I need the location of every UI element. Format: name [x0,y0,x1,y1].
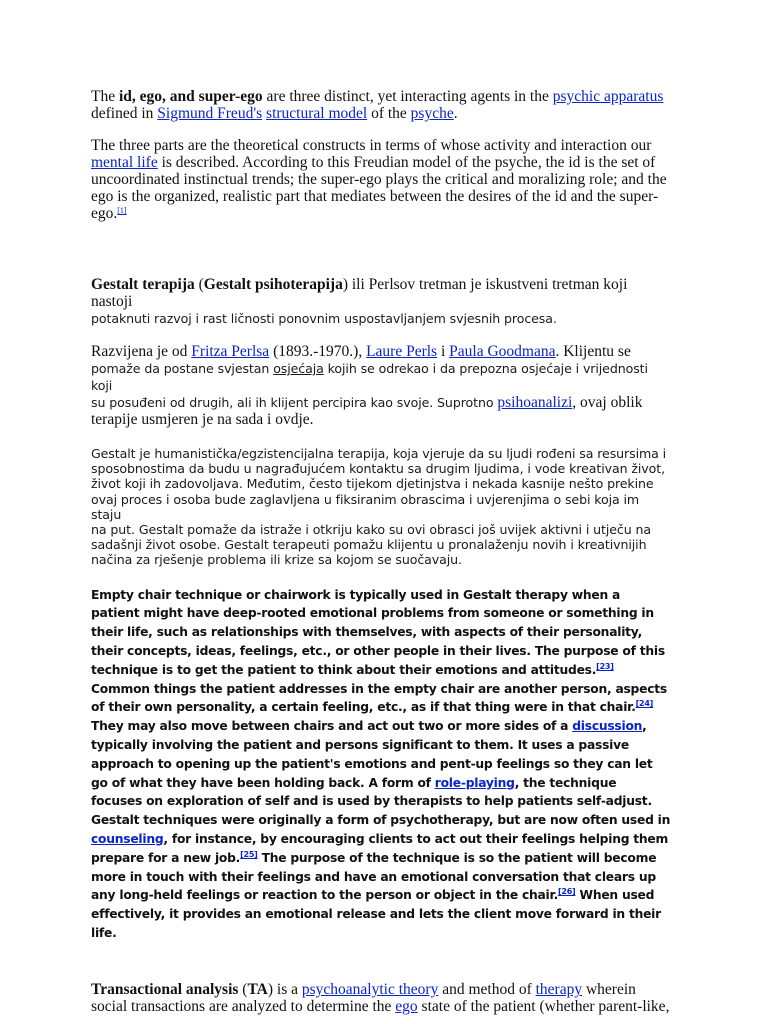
link-laure-perls[interactable]: Laure Perls [366,343,438,360]
link-counseling[interactable]: counseling [91,831,164,846]
link-fritza-perlsa[interactable]: Fritza Perlsa [191,343,270,360]
link-psihoanalizi[interactable]: psihoanalizi [497,394,573,411]
link-role-playing[interactable]: role-playing [434,775,515,790]
gestalt-terapija-term: Gestalt terapija [91,276,195,293]
link-psychic-apparatus[interactable]: psychic apparatus [552,88,664,105]
link-psyche[interactable]: psyche [410,105,454,122]
citation-1[interactable]: [1] [117,206,127,215]
link-mental-life[interactable]: mental life [91,154,158,171]
gestalt-psihoterapija-term: Gestalt psihoterapija [203,276,343,293]
id-ego-paragraph: The id, ego, and super-ego are three distinct, yet interacting agents in the psychic apparatus defined in Sigmund Freud's structural model of the psyche. [91,88,664,122]
transactional-analysis-term: Transactional analysis [91,980,239,998]
link-osjecaja[interactable]: osjećaja [273,361,324,376]
link-paula-goodmana[interactable]: Paula Goodmana [449,343,556,360]
link-discussion[interactable]: discussion [572,719,643,734]
link-therapy[interactable]: therapy [535,980,583,998]
link-psychoanalytic-theory[interactable]: psychoanalytic theory [301,980,439,998]
empty-chair-paragraph: Empty chair technique or chairwork is typically used in Gestalt therapy when a patient might have deep-rooted emotional problems from someone or something in their life, such as relationships with themselves, with aspects of their personality, their concepts, ideas, feelings, etc., or other people in their lives. The purpose of this technique is to get the patient to think about their emotions and attitudes.[23] Common things the patient addresses in the empty chair are another person, aspects of their own personality, a certain feeling, etc., as if that thing were in that chair.[24] They may also move between chairs and act out two or more sides of a discussion, typically involving the patient and persons significant to them. It uses a passive approach to opening up the patient's emotions and pent-up feelings so they can let go of what they have been holding back. A form of role-playing, the technique focuses on exploration of self and is used by therapists to help patients self-adjust. Gestalt techniques were originally a form of psychotherapy, but are now often used in counseling, for instance, by encouraging clients to act out their feelings helping them prepare for a new job.[25] The purpose of the technique is so the patient will become more in touch with their feelings and have an emotional conversation that clears up any long-held feelings or reaction to the person or object in the chair.[26] When used effectively, it provides an emotional release and lets the client move forward in their life. [91,587,671,940]
link-ego[interactable]: ego [395,997,418,1015]
id-ego-term: id, ego, and super-ego [118,88,263,105]
transactional-analysis-paragraph: Transactional analysis (TA) is a psychoanalytic theory and method of therapy wherein social transactions are analyzed to determine the ego state of the patient (whether parent-like, [91,980,670,1015]
citation-24[interactable]: [24] [635,699,654,709]
link-structural-model[interactable]: structural model [266,105,368,122]
document-page [91,80,671,1015]
gestalt-humanisticka-paragraph: Gestalt je humanistička/egzistencijalna terapija, koja vjeruje da su ljudi rođeni sa resursima i sposobnostima da budu u nagrađujućem kontaktu sa drugim ljudima, i vode kreativan život, život koji ih zadovoljava. Međutim, često tijekom djetinjstva i nekada kasnije nešto prekine ovaj proces i osoba bude zaglavljena u fiksiranim obrascima i uvjerenjima o sebi koja im staju na put. Gestalt pomaže da istraže i otkriju kako su ovi obrasci još uvijek aktivni i utječu na sadašnji život osobe. Gestalt terapeuti pomažu klijentu u pronalaženju novih i kreativnijih načina za rješenje problema ili krize sa kojom se suočavaju. [91,446,667,568]
ta-term: TA [247,980,268,998]
citation-23[interactable]: [23] [596,661,614,671]
link-sigmund-freud[interactable]: Sigmund Freud's [157,105,263,122]
citation-25[interactable]: [25] [240,849,258,859]
three-parts-paragraph: The three parts are the theoretical constructs in terms of whose activity and interaction our mental life is described. According to this Freudian model of the psyche, the id is the set of uncoordinated instinctual trends; the super-ego plays the critical and moralizing role; and the ego is the organized, realistic part that mediates between the desires of the id and the super-ego.[1] [91,137,667,222]
razvijena-paragraph: Razvijena je od Fritza Perlsa (1893.-1970.), Laure Perls i Paula Goodmana. Klijentu se pomaže da postane svjestan osjećaja kojih se odrekao i da prepozna osjećaje i vrijednosti koji su posuđeni od drugih, ali ih klijent percipira kao svoje. Suprotno psihoanalizi, ovaj oblik terapije usmjeren je na sada i ovdje. [91,343,648,428]
citation-26[interactable]: [26] [558,887,576,897]
gestalt-intro-paragraph: Gestalt terapija (Gestalt psihoterapija) ili Perlsov tretman je iskustveni tretman koji nastoji potaknuti razvoj i rast ličnosti ponovnim uspostavljanjem svjesnih procesa. [91,276,628,326]
